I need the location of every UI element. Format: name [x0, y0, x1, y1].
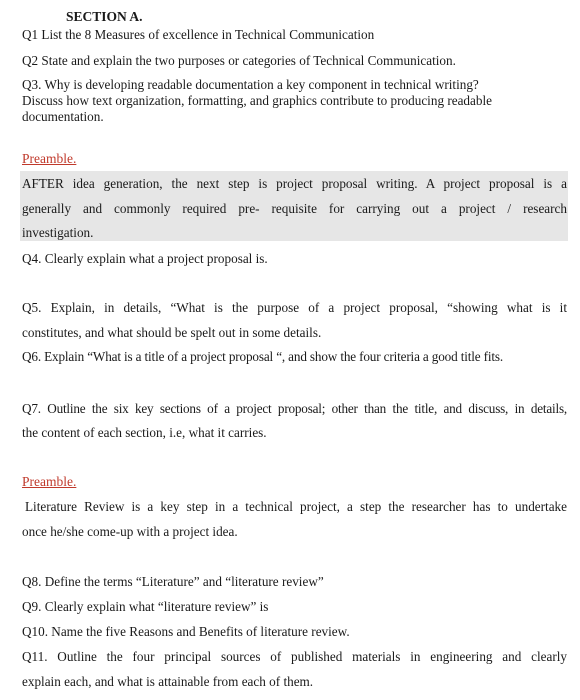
preamble-2-label: Preamble.	[22, 474, 77, 489]
question-1: Q1 List the 8 Measures of excellence in Technical Communication	[22, 27, 375, 42]
question-4: Q4. Clearly explain what a project proposal is.	[22, 251, 268, 266]
preamble-1-label: Preamble.	[22, 151, 77, 166]
question-6: Q6. Explain “What is a title of a project proposal “, and show the four criteria a good title fits.	[22, 349, 503, 364]
question-9: Q9. Clearly explain what “literature review” is	[22, 599, 269, 614]
preamble-1-line-1: AFTER idea generation, the next step is project proposal writing. A project proposal is a	[22, 176, 567, 191]
question-3-line-1: Q3. Why is developing readable documentation a key component in technical writing?	[22, 77, 479, 92]
question-3-line-3: documentation.	[22, 109, 104, 124]
question-10: Q10. Name the five Reasons and Benefits of literature review.	[22, 624, 350, 639]
question-5-line-2: constitutes, and what should be spelt out in some details.	[22, 325, 322, 340]
question-5-line-1: Q5. Explain, in details, “What is the purpose of a project proposal, “showing what is it	[22, 300, 567, 315]
question-3-line-2: Discuss how text organization, formatting, and graphics contribute to producing readable	[22, 93, 492, 108]
section-title: SECTION A.	[66, 9, 143, 24]
question-11-line-2: explain each, and what is attainable from each of them.	[22, 674, 314, 689]
question-7-line-2: the content of each section, i.e, what it carries.	[22, 425, 267, 440]
question-2: Q2 State and explain the two purposes or categories of Technical Communication.	[22, 53, 456, 68]
preamble-1-line-2: generally and commonly required pre- requisite for carrying out a project / research	[22, 201, 567, 216]
question-7-line-1: Q7. Outline the six key sections of a project proposal; other than the title, and discuss, in details,	[22, 401, 567, 416]
preamble-1-line-3: investigation.	[22, 225, 94, 240]
preamble-2-line-1: Literature Review is a key step in a technical project, a step the researcher has to undertake	[25, 499, 567, 514]
question-11-line-1: Q11. Outline the four principal sources of published materials in engineering and clearly	[22, 649, 567, 664]
preamble-2-line-2: once he/she come-up with a project idea.	[22, 524, 238, 539]
question-8: Q8. Define the terms “Literature” and “literature review”	[22, 574, 324, 589]
